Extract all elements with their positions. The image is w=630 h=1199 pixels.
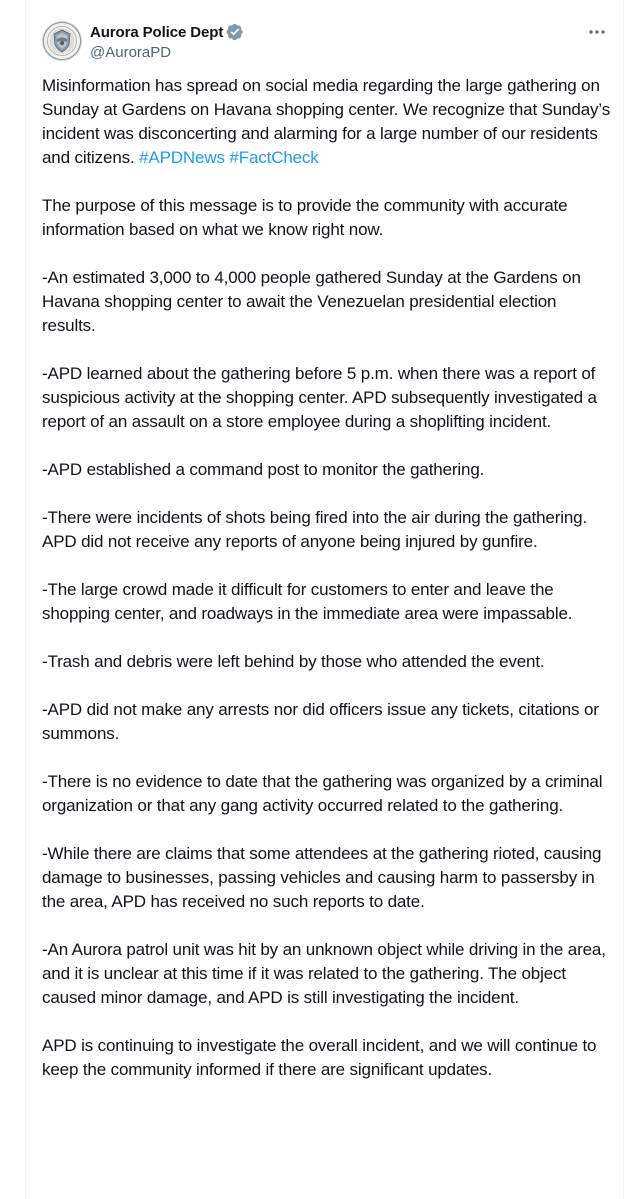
tweet-paragraph: APD is continuing to investigate the overall incident, and we will continue to keep the community informed if there are significant updates.	[42, 1036, 597, 1079]
tweet-paragraph: -The large crowd made it difficult for customers to enter and leave the shopping center, and roadways in the immediate area were impassable.	[42, 580, 573, 623]
author-display-name[interactable]: Aurora Police Dept	[90, 23, 224, 41]
tweet-paragraph: -There were incidents of shots being fired into the air during the gathering. APD did not receive any reports of anyone being injured by gunfire.	[42, 508, 588, 551]
tweet-paragraph: -An Aurora patrol unit was hit by an unknown object while driving in the area, and it is unclear at this time if it was related to the gathering. The object caused minor damage, and APD is still investigating the incident.	[42, 940, 606, 1007]
tweet-paragraph	[42, 74, 612, 170]
tweet-text	[42, 74, 612, 1106]
tweet-paragraph: -Trash and debris were left behind by those who attended the event.	[42, 652, 545, 671]
tweet-intro-text: Misinformation has spread on social media regarding the large gathering on Sunday at Gardens on Havana shopping center. We recognize that Sunday’s incident was disconcerting and alarming for a large number of our residents and citizens.	[42, 76, 611, 167]
tweet-paragraph: The purpose of this message is to provide the community with accurate information based on what we know right now.	[42, 196, 568, 239]
tweet-paragraph: -An estimated 3,000 to 4,000 people gathered Sunday at the Gardens on Havana shopping center to await the Venezuelan presidential election results.	[42, 268, 581, 335]
hashtag-apdnews-link[interactable]: #APDNews	[139, 148, 225, 167]
verified-badge-icon[interactable]	[226, 23, 244, 41]
tweet-paragraph: -While there are claims that some attendees at the gathering rioted, causing damage to businesses, passing vehicles and causing harm to passersby in the area, APD has received no such reports to date.	[42, 844, 602, 911]
police-badge-icon[interactable]	[42, 21, 82, 61]
tweet-paragraph: -APD established a command post to monitor the gathering.	[42, 460, 485, 479]
tweet-card	[25, 0, 624, 1199]
more-options-icon[interactable]	[587, 23, 607, 41]
tweet-paragraph: -There is no evidence to date that the gathering was organized by a criminal organization or that any gang activity occurred related to the gathering.	[42, 772, 603, 815]
hashtag-factcheck-link[interactable]: #FactCheck	[229, 148, 319, 167]
author-handle[interactable]: @AuroraPD	[90, 44, 172, 61]
tweet-paragraph: -APD learned about the gathering before 5 p.m. when there was a report of suspicious activity at the shopping center. APD subsequently investigated a report of an assault on a store employee during a shoplifting incident.	[42, 364, 597, 431]
tweet-paragraph: -APD did not make any arrests nor did officers issue any tickets, citations or summons.	[42, 700, 599, 743]
tweet-header	[26, 0, 623, 79]
